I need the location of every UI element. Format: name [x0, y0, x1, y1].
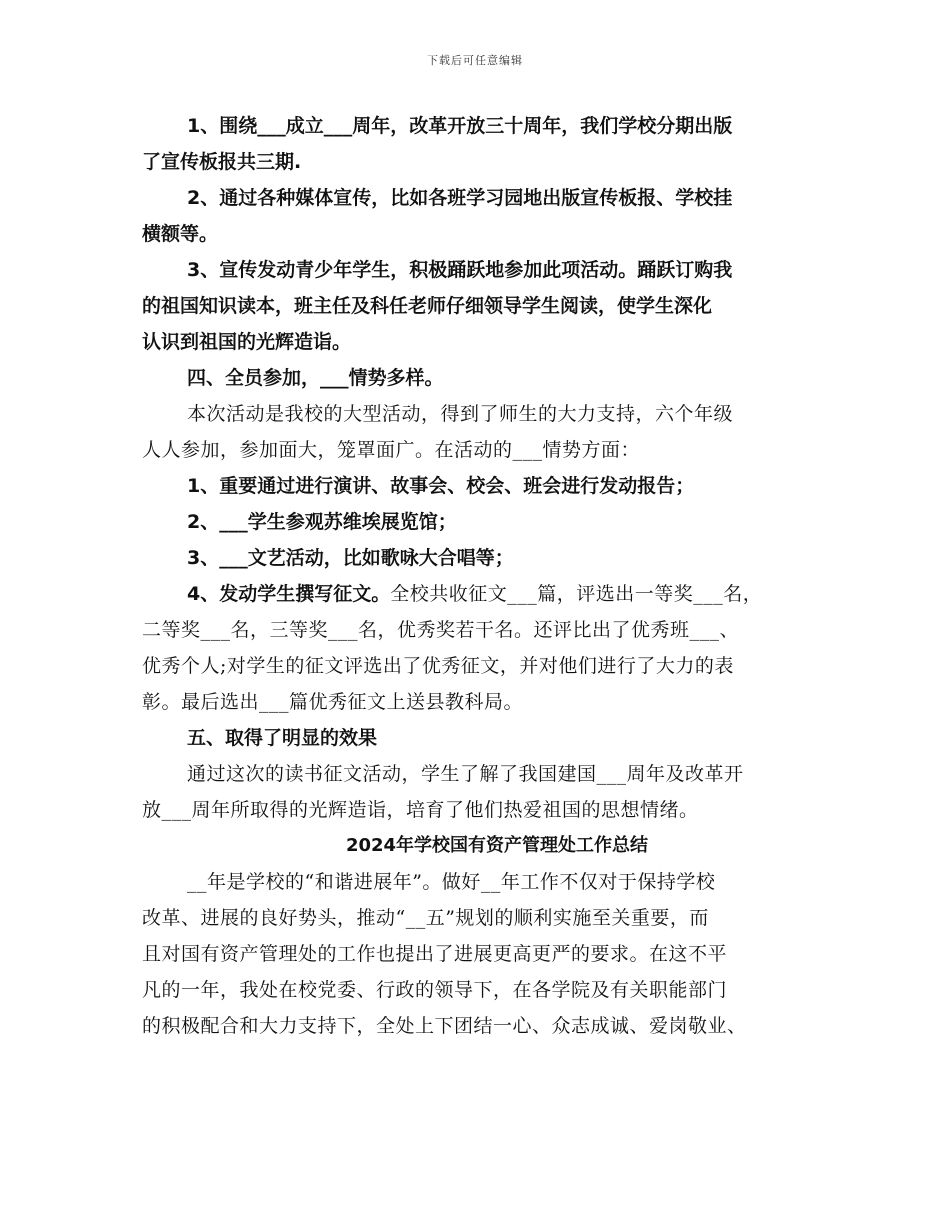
paragraph-line: 了宣传板报共三期. — [142, 151, 302, 173]
paragraph-lead: 4、发动学生撰写征文。 — [187, 583, 391, 605]
paragraph-line: 1、重要通过进行演讲、故事会、校会、班会进行发动报告； — [187, 475, 695, 497]
page-header: 下载后可任意编辑 — [427, 54, 523, 67]
paragraph-line: 优秀个人;对学生的征文评选出了优秀征文，并对他们进行了大力的表 — [142, 655, 734, 677]
paragraph-line: 二等奖___名，三等奖___名，优秀奖若干名。还评比出了优秀班___、 — [142, 619, 740, 641]
paragraph-line: 2、通过各种媒体宣传，比如各班学习园地出版宣传板报、学校挂 — [187, 187, 733, 209]
paragraph-line: 认识到祖国的光辉造诣。 — [142, 331, 352, 353]
paragraph-line: 3、宣传发动青少年学生，积极踊跃地参加此项活动。踊跃订购我 — [187, 259, 733, 281]
paragraph-line: 的祖国知识读本，班主任及科任老师仔细领导学生阅读，使学生深化 — [142, 295, 713, 317]
section-heading: 四、全员参加，___情势多样。 — [187, 367, 444, 389]
paragraph-line: 通过这次的读书征文活动，学生了解了我国建国___周年及改革开 — [187, 763, 744, 785]
document-title: 2024年学校国有资产管理处工作总结 — [345, 835, 649, 856]
paragraph-rest: 全校共收征文___篇，评选出一等奖___名， — [390, 583, 763, 605]
paragraph-line: 凡的一年，我处在校党委、行政的领导下，在各学院及有关职能部门 — [142, 979, 728, 1001]
document-body — [142, 108, 812, 1044]
paragraph-line: 3、___文艺活动，比如歌咏大合唱等； — [187, 547, 514, 569]
paragraph-line: 彰。最后选出___篇优秀征文上送县教科局。 — [142, 691, 524, 713]
paragraph-line: 的积极配合和大力支持下，全处上下团结一心、众志成诚、爱岗敬业、 — [142, 1015, 747, 1037]
paragraph-line: 横额等。 — [142, 223, 219, 245]
paragraph-line: 2、___学生参观苏维埃展览馆； — [187, 511, 457, 533]
section-heading: 五、取得了明显的效果 — [187, 727, 378, 749]
paragraph-line: 人人参加，参加面大，笼罩面广。在活动的___情势方面： — [142, 439, 641, 461]
paragraph-line: 1、围绕___成立___周年，改革开放三十周年，我们学校分期出版 — [187, 115, 733, 137]
paragraph-line: 放___周年所取得的光辉造诣，培育了他们热爱祖国的思想情绪。 — [142, 799, 699, 821]
paragraph-line: 改革、进展的良好势头，推动“__五”规划的顺利实施至关重要，而 — [142, 907, 709, 929]
paragraph-line: __年是学校的“和谐进展年”。做好__年工作不仅对于保持学校 — [187, 871, 716, 893]
paragraph-line: 且对国有资产管理处的工作也提出了进展更高更严的要求。在这不平 — [142, 943, 728, 965]
paragraph-line: 本次活动是我校的大型活动，得到了师生的大力支持，六个年级 — [187, 403, 734, 425]
paragraph-line — [142, 576, 812, 612]
